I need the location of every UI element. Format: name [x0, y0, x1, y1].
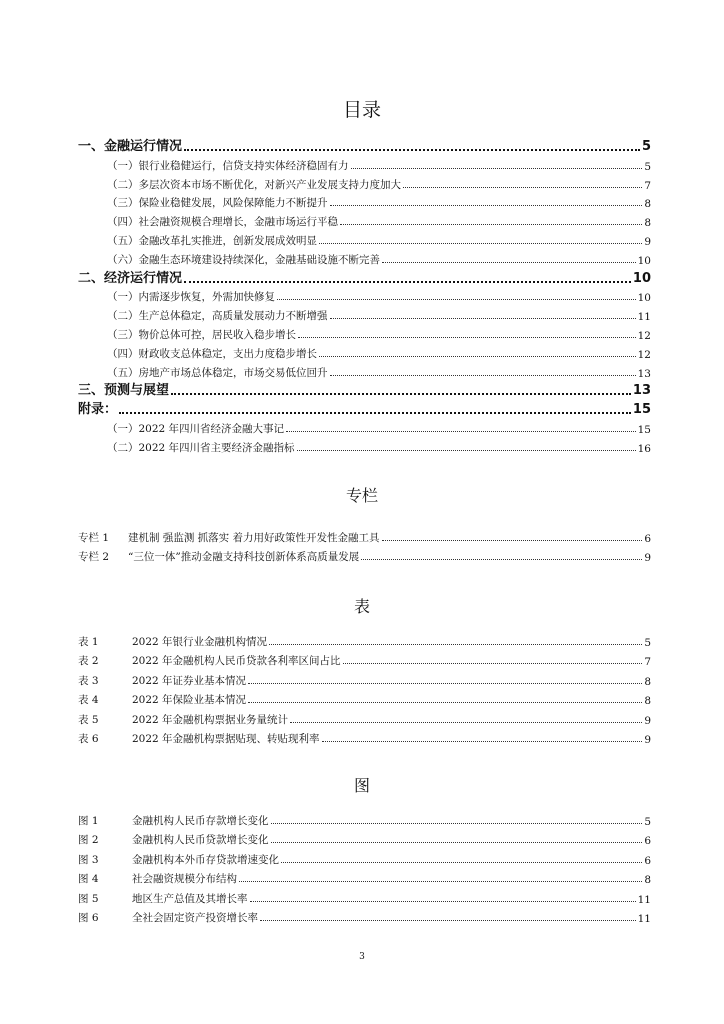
toc-subsection-entry-page-number: 16 — [637, 442, 651, 455]
figure-entry[interactable] — [78, 907, 651, 925]
dot-leader — [184, 281, 631, 283]
toc-subsection-entry-page-number: 5 — [644, 160, 651, 173]
table-entry-title: 2022 年证券业基本情况 — [132, 674, 247, 687]
toc-subsection-entry[interactable] — [107, 286, 651, 304]
dot-leader — [340, 224, 642, 225]
dot-leader — [184, 149, 640, 151]
figure-entry-page-number: 11 — [637, 893, 651, 906]
column-entry-number: 专栏 1 — [78, 532, 110, 544]
column-entry-label — [78, 549, 359, 564]
dot-leader — [319, 243, 642, 244]
table-entry-number: 表 6 — [78, 733, 99, 745]
toc-section-entry-page-number: 15 — [632, 402, 651, 418]
column-entry-page-number: 9 — [644, 551, 651, 564]
table-entry[interactable] — [78, 709, 651, 727]
figure-entry-page-number: 5 — [644, 816, 651, 828]
figure-entry-title: 金融机构人民币存款增长变化 — [132, 815, 269, 827]
toc-subsection-entry-page-number: 13 — [637, 367, 651, 380]
table-entry-label — [78, 712, 288, 727]
toc-subsection-entry-label: （二）生产总体稳定，高质量发展动力不断增强 — [107, 310, 328, 323]
toc-subsection-entry-label: （五）房地产市场总体稳定，市场交易低位回升 — [107, 366, 328, 379]
toc-subsection-entry-label: （一）内需逐步恢复，外需加快修复 — [107, 291, 275, 304]
table-entry-label — [78, 653, 341, 668]
figure-entry-page-number: 6 — [644, 854, 651, 867]
table-entry-number: 表 5 — [78, 713, 99, 726]
dot-leader — [271, 842, 643, 843]
toc-subsection-entry-label: （一）2022 年四川省经济金融大事记 — [107, 423, 285, 435]
toc-subsection-entry[interactable] — [107, 192, 651, 210]
column-entry-title: “三位一体”推动金融支持科技创新体系高质量发展 — [128, 550, 360, 563]
table-entry-title: 2022 年银行业金融机构情况 — [132, 636, 268, 648]
toc-section-entry[interactable] — [78, 399, 651, 417]
toc-subsection-entry[interactable] — [107, 418, 651, 436]
dot-leader — [343, 663, 643, 664]
figure-entry[interactable] — [78, 888, 651, 906]
toc-subsection-entry-page-number: 10 — [637, 292, 651, 305]
dot-leader — [269, 644, 642, 645]
table-entry-number: 表 2 — [78, 655, 99, 668]
column-entry-page-number: 6 — [644, 533, 651, 545]
dot-leader — [119, 412, 631, 414]
table-entry-title: 2022 年金融机构人民币贷款各利率区间占比 — [132, 655, 341, 668]
dot-leader — [286, 431, 636, 432]
figure-entry-label — [78, 852, 279, 867]
figure-entry-number: 图 1 — [78, 815, 99, 827]
figure-entry[interactable] — [78, 849, 651, 867]
toc-subsection-entry-label: （四）社会融资规模合理增长，金融市场运行平稳 — [107, 216, 338, 229]
figure-entry-label — [78, 813, 269, 828]
toc-subsection-entry-label: （二）2022 年四川省主要经济金融指标 — [107, 441, 295, 454]
dot-leader — [382, 262, 636, 263]
toc-subsection-entry-page-number: 11 — [637, 311, 651, 324]
dot-leader — [298, 337, 636, 338]
table-entry-page-number: 7 — [644, 656, 651, 669]
dot-leader — [361, 559, 642, 560]
dot-leader — [330, 205, 643, 206]
figure-entry-number: 图 3 — [78, 853, 99, 866]
toc-subsection-entry-page-number: 15 — [637, 424, 651, 436]
figure-entry-title: 金融机构本外币存贷款增速变化 — [132, 853, 279, 866]
table-entry[interactable] — [78, 689, 651, 707]
toc-subsection-entry[interactable] — [107, 155, 651, 173]
table-entry[interactable] — [78, 650, 651, 668]
dot-leader — [171, 393, 631, 395]
table-entry-page-number: 8 — [644, 675, 651, 688]
figure-entry-number: 图 6 — [78, 912, 99, 924]
table-entry-number: 表 1 — [78, 636, 99, 648]
dot-leader — [297, 450, 636, 451]
toc-subsection-entry[interactable] — [107, 305, 651, 323]
toc-subsection-entry-label: （一）银行业稳健运行，信贷支持实体经济稳固有力 — [107, 159, 349, 172]
table-entry[interactable] — [78, 728, 651, 746]
tables-heading: 表 — [353, 597, 370, 616]
table-entry[interactable] — [78, 631, 651, 649]
toc-section-entry[interactable] — [78, 268, 651, 286]
toc-section-entry-label: 二、经济运行情况 — [78, 270, 183, 286]
dot-leader — [248, 683, 642, 684]
toc-subsection-entry-label: （四）财政收支总体稳定，支出力度稳步增长 — [107, 347, 317, 360]
table-entry-title: 2022 年金融机构票据贴现、转贴现利率 — [132, 733, 320, 745]
figure-entry-page-number: 6 — [644, 835, 651, 848]
toc-section-entry-label: 一、金融运行情况 — [78, 139, 183, 154]
toc-subsection-entry-page-number: 8 — [644, 217, 651, 230]
dot-leader — [319, 356, 636, 357]
toc-subsection-entry-label: （六）金融生态环境建设持续深化，金融基础设施不断完善 — [107, 253, 380, 266]
table-entry-label — [78, 731, 320, 746]
table-entry-number: 表 3 — [78, 674, 99, 687]
dot-leader — [239, 881, 642, 882]
toc-subsection-entry-label: （三）物价总体可控，居民收入稳步增长 — [107, 329, 296, 341]
figure-entry-label — [78, 910, 258, 925]
columns-heading: 专栏 — [345, 486, 378, 505]
column-entry-label — [78, 530, 380, 545]
toc-subsection-entry-label: （三）保险业稳健发展，风险保障能力不断提升 — [107, 197, 328, 210]
figure-entry[interactable] — [78, 868, 651, 886]
toc-subsection-entry[interactable] — [107, 362, 651, 380]
toc-section-entry-page-number: 10 — [632, 270, 651, 286]
table-entry-label — [78, 673, 246, 688]
toc-subsection-entry-page-number: 12 — [637, 348, 651, 361]
toc-section-entry-page-number: 13 — [632, 383, 651, 399]
table-entry-label — [78, 692, 246, 707]
column-entry-title: 建机制 强监测 抓落实 着力用好政策性开发性金融工具 — [128, 532, 380, 544]
toc-subsection-entry-page-number: 10 — [637, 254, 651, 267]
dot-leader — [322, 741, 643, 742]
toc-section-entry[interactable] — [78, 136, 651, 154]
toc-subsection-entry-page-number: 12 — [637, 330, 651, 342]
toc-subsection-entry[interactable] — [107, 174, 651, 192]
figure-entry-label — [78, 891, 248, 906]
figure-entry-number: 图 2 — [78, 834, 99, 847]
toc-section-entry[interactable] — [78, 380, 651, 398]
dot-leader — [277, 299, 636, 300]
column-entry[interactable] — [78, 527, 651, 545]
figure-entry-title: 社会融资规模分布结构 — [132, 873, 237, 886]
figure-entry-title: 全社会固定资产投资增长率 — [132, 912, 258, 924]
dot-leader — [260, 920, 636, 921]
toc-subsection-entry[interactable] — [107, 437, 651, 455]
page-number: 3 — [359, 952, 365, 962]
toc-subsection-entry[interactable] — [107, 343, 651, 361]
table-entry-title: 2022 年金融机构票据业务量统计 — [132, 713, 289, 726]
figure-entry-label — [78, 832, 269, 847]
figure-entry-number: 图 5 — [78, 892, 99, 905]
toc-subsection-entry-page-number: 9 — [644, 236, 651, 248]
table-entry-title: 2022 年保险业基本情况 — [132, 694, 247, 707]
dot-leader — [351, 168, 643, 169]
dot-leader — [248, 702, 642, 703]
dot-leader — [281, 862, 642, 863]
figure-entry[interactable] — [78, 810, 651, 828]
table-entry-page-number: 8 — [644, 695, 651, 708]
table-entry-page-number: 5 — [644, 637, 651, 649]
table-entry[interactable] — [78, 670, 651, 688]
dot-leader — [290, 722, 642, 723]
dot-leader — [250, 901, 636, 902]
dot-leader — [330, 318, 636, 319]
figure-entry[interactable] — [78, 829, 651, 847]
dot-leader — [330, 375, 636, 376]
table-entry-number: 表 4 — [78, 694, 99, 707]
toc-subsection-entry-label: （二）多层次资本市场不断优化，对新兴产业发展支持力度加大 — [107, 178, 401, 191]
table-entry-label — [78, 634, 267, 649]
dot-leader — [382, 540, 643, 541]
figure-entry-page-number: 11 — [637, 913, 651, 925]
table-entry-page-number: 9 — [644, 714, 651, 727]
figure-entry-label — [78, 871, 237, 886]
toc-subsection-entry-label: （五）金融改革扎实推进，创新发展成效明显 — [107, 235, 317, 247]
figure-entry-title: 地区生产总值及其增长率 — [132, 892, 248, 905]
toc-section-entry-label: 三、预测与展望 — [78, 383, 170, 399]
figure-entry-title: 金融机构人民币贷款增长变化 — [132, 834, 269, 847]
column-entry-number: 专栏 2 — [78, 550, 110, 563]
toc-subsection-entry-page-number: 7 — [644, 179, 651, 192]
toc-subsection-entry[interactable] — [107, 249, 651, 267]
toc-section-entry-label: 附录： — [78, 402, 118, 418]
toc-section-entry-page-number: 5 — [641, 139, 651, 154]
toc-subsection-entry-page-number: 8 — [644, 198, 651, 211]
figures-heading: 图 — [353, 776, 370, 795]
toc-subsection-entry[interactable] — [107, 230, 651, 248]
figure-entry-number: 图 4 — [78, 873, 99, 886]
table-entry-page-number: 9 — [644, 734, 651, 746]
figure-entry-page-number: 8 — [644, 874, 651, 887]
toc-subsection-entry[interactable] — [107, 211, 651, 229]
dot-leader — [403, 187, 642, 188]
toc-heading: 目录 — [342, 99, 381, 121]
dot-leader — [271, 823, 643, 824]
toc-subsection-entry[interactable] — [107, 324, 651, 342]
column-entry[interactable] — [78, 546, 651, 564]
